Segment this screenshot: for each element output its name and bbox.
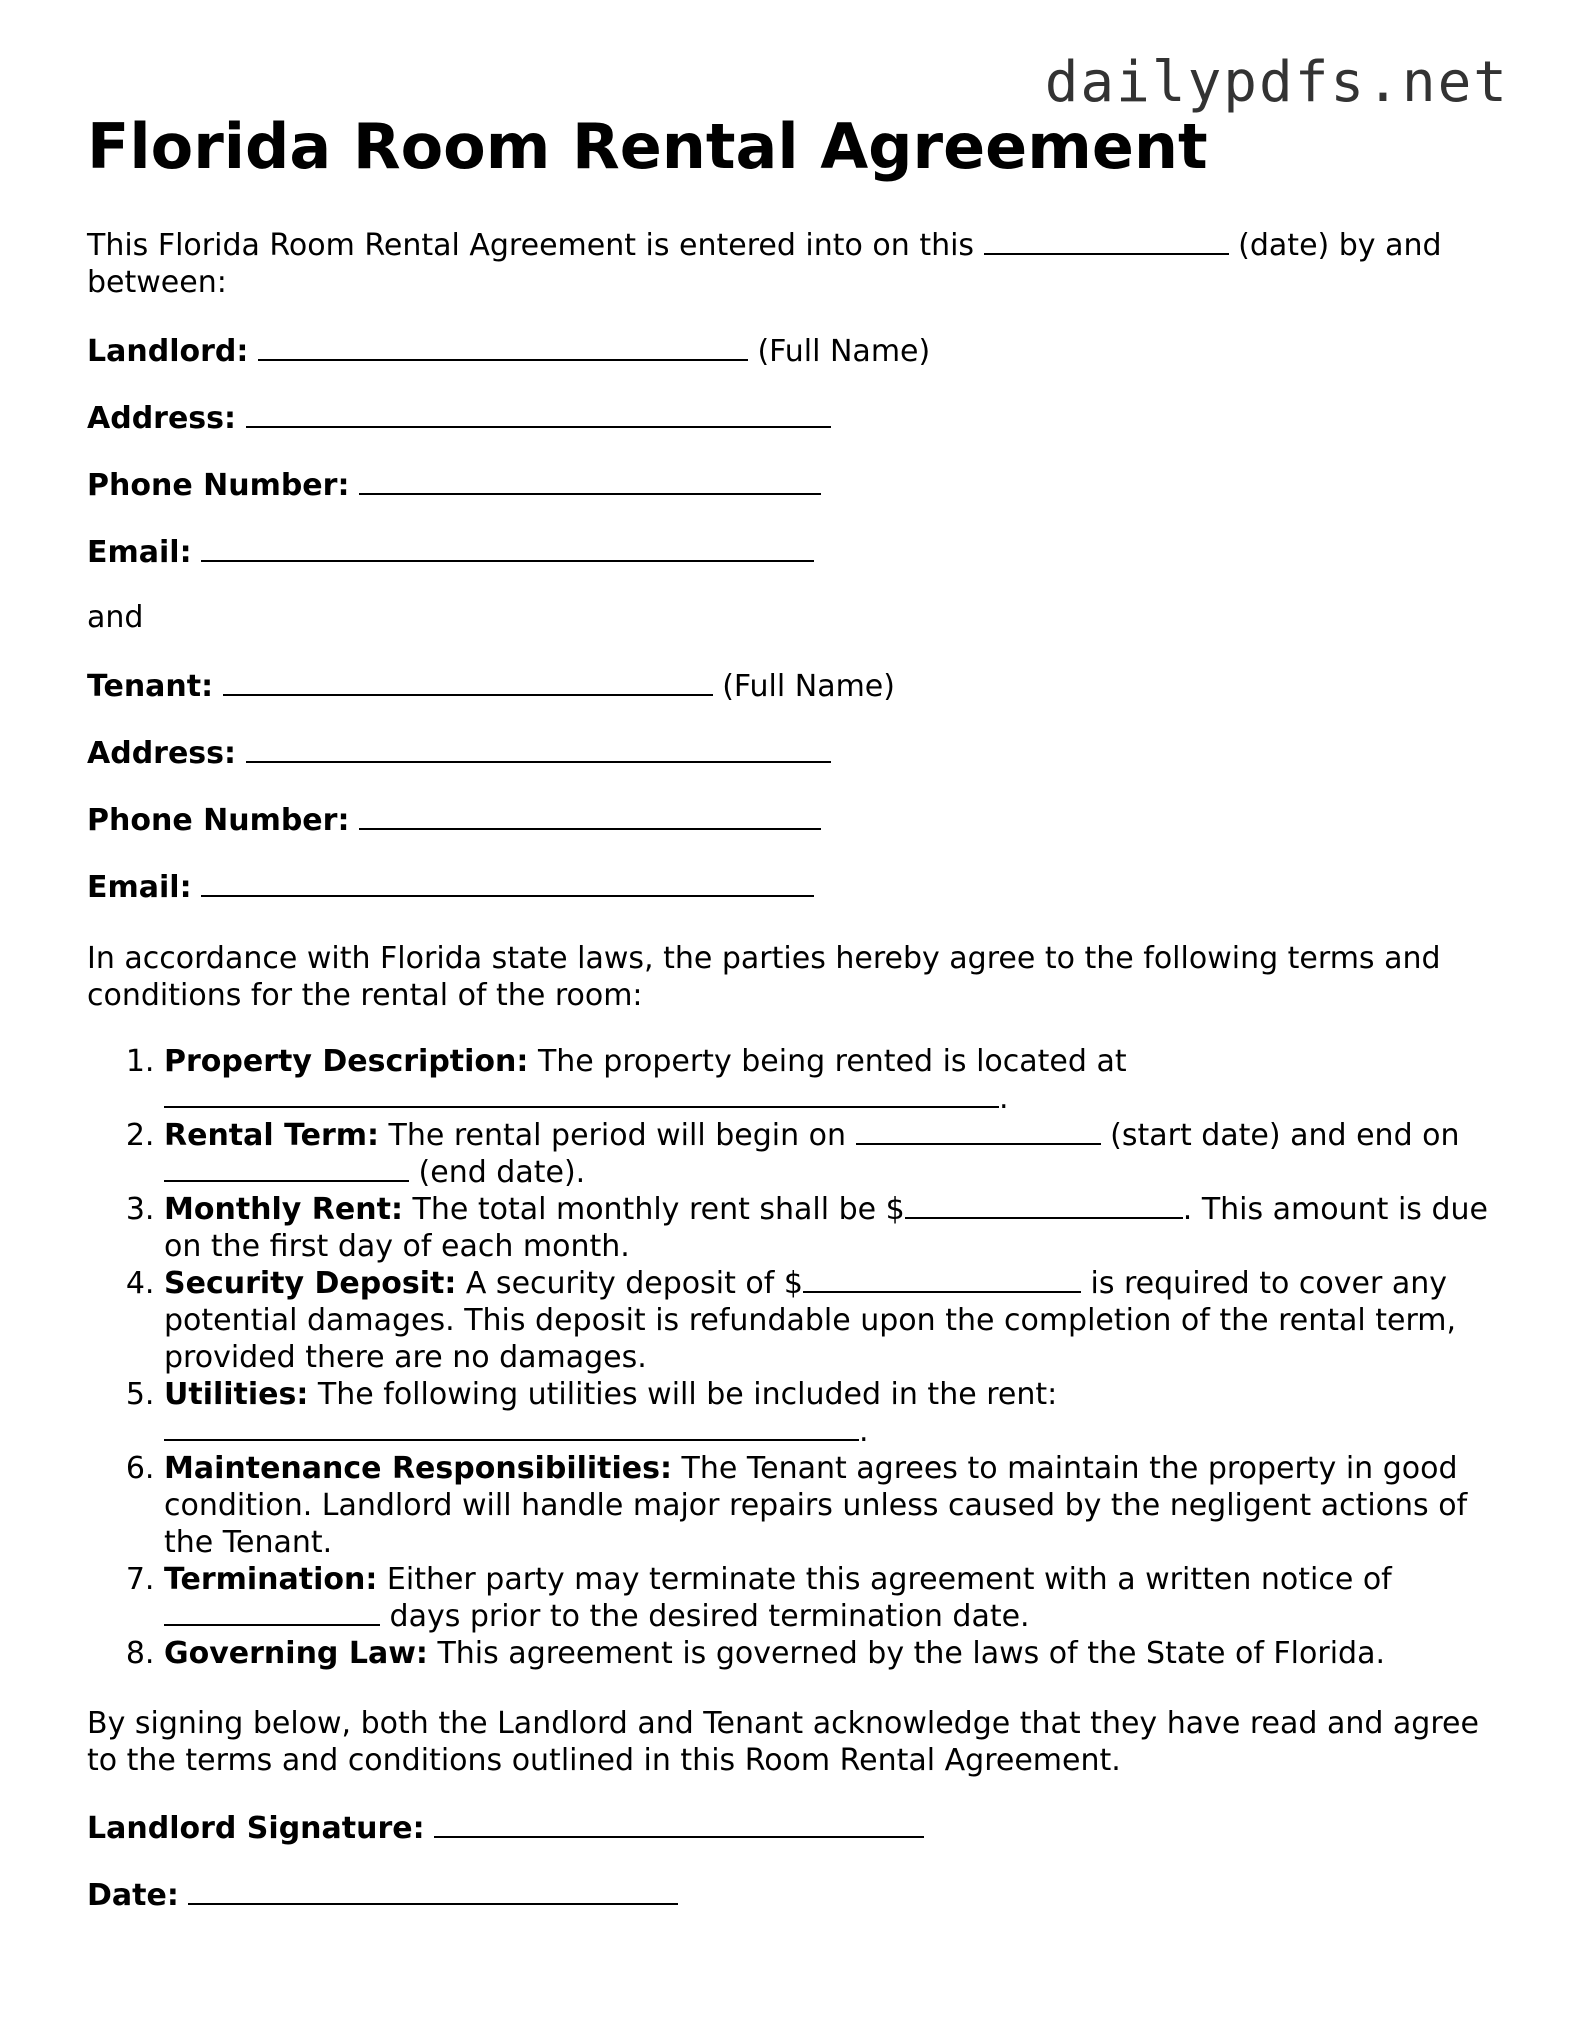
tenant-email-label: Email: <box>87 870 192 905</box>
tenant-phone-label: Phone Number: <box>87 803 350 838</box>
term-text: days prior to the desired termination date. <box>389 1599 1030 1634</box>
landlord-phone-label: Phone Number: <box>87 468 350 503</box>
term-label: Utilities: <box>164 1377 309 1412</box>
utilities-field[interactable] <box>164 1413 859 1441</box>
tenant-address-row <box>87 733 831 772</box>
landlord-name-row <box>87 331 930 370</box>
landlord-address-row <box>87 398 831 437</box>
notice-days-field[interactable] <box>164 1598 380 1626</box>
start-date-field[interactable] <box>856 1117 1101 1145</box>
term-label: Rental Term: <box>164 1118 379 1153</box>
terms-intro: In accordance with Florida state laws, the parties hereby agree to the following terms and conditions for the rental of the room: <box>87 941 1441 1013</box>
terms-list <box>87 1043 1502 1672</box>
landlord-name-field[interactable] <box>258 331 748 361</box>
intro-text-before: This Florida Room Rental Agreement is entered into on this <box>87 228 975 263</box>
term-text: (end date). <box>418 1155 586 1190</box>
landlord-name-hint: (Full Name) <box>757 334 931 369</box>
term-text: The total monthly rent shall be $ <box>412 1192 905 1227</box>
landlord-phone-row <box>87 465 821 504</box>
signature-date-label: Date: <box>87 1878 179 1913</box>
term-termination <box>164 1561 1502 1635</box>
term-text: The rental period will begin on <box>388 1118 847 1153</box>
term-text: . <box>999 1081 1009 1116</box>
and-text: and <box>87 600 144 635</box>
term-label: Termination: <box>164 1562 378 1597</box>
term-maintenance <box>164 1450 1502 1561</box>
term-utilities <box>164 1376 1502 1450</box>
intro-text-after: (date) by and between: <box>87 228 1442 300</box>
term-label: Security Deposit: <box>164 1266 457 1301</box>
term-text: The property being rented is located at <box>537 1044 1127 1079</box>
closing-paragraph: By signing below, both the Landlord and Tenant acknowledge that they have read and agree to the terms and conditions outlined in this Room Rental Agreement. <box>87 1706 1479 1778</box>
tenant-email-field[interactable] <box>201 867 814 897</box>
signature-date-field[interactable] <box>188 1875 678 1905</box>
term-text: A security deposit of $ <box>465 1266 803 1301</box>
term-label: Property Description: <box>164 1044 529 1079</box>
term-security-deposit <box>164 1265 1502 1376</box>
document-title: Florida Room Rental Agreement <box>87 110 1208 183</box>
property-address-field[interactable] <box>164 1080 999 1108</box>
tenant-name-hint: (Full Name) <box>722 669 895 704</box>
intro-paragraph <box>87 227 1497 301</box>
term-label: Governing Law: <box>164 1636 428 1671</box>
security-deposit-field[interactable] <box>803 1265 1081 1293</box>
term-governing-law <box>164 1635 1502 1672</box>
term-text: Either party may terminate this agreement with a written notice of <box>386 1562 1392 1597</box>
watermark: dailypdfs.net <box>1044 50 1509 115</box>
term-text: The Tenant agrees to maintain the property in good condition. Landlord will handle major repairs unless caused by the negligent actions of the Tenant. <box>164 1451 1468 1560</box>
term-text: (start date) and end on <box>1110 1118 1460 1153</box>
landlord-address-label: Address: <box>87 401 237 436</box>
term-text: The following utilities will be included in the rent: <box>317 1377 1058 1412</box>
term-rental-term <box>164 1117 1502 1191</box>
landlord-email-label: Email: <box>87 535 192 570</box>
term-text: . This amount is due on the first day of each month. <box>164 1192 1488 1264</box>
term-text: . <box>859 1414 869 1449</box>
tenant-email-row <box>87 867 814 906</box>
term-text: is required to cover any potential damages. This deposit is refundable upon the completion of the rental term, provided there are no damages. <box>164 1266 1457 1375</box>
landlord-email-field[interactable] <box>201 532 814 562</box>
landlord-name-label: Landlord: <box>87 334 249 369</box>
tenant-address-field[interactable] <box>246 733 831 763</box>
landlord-signature-row <box>87 1808 924 1847</box>
landlord-signature-label: Landlord Signature: <box>87 1811 425 1846</box>
term-property-description <box>164 1043 1502 1117</box>
landlord-email-row <box>87 532 814 571</box>
tenant-phone-field[interactable] <box>359 800 821 830</box>
monthly-rent-field[interactable] <box>905 1191 1183 1219</box>
tenant-address-label: Address: <box>87 736 237 771</box>
landlord-phone-field[interactable] <box>359 465 821 495</box>
tenant-phone-row <box>87 800 821 839</box>
term-text: This agreement is governed by the laws of the State of Florida. <box>437 1636 1386 1671</box>
term-label: Maintenance Responsibilities: <box>164 1451 672 1486</box>
end-date-field[interactable] <box>164 1154 409 1182</box>
tenant-name-row <box>87 666 895 705</box>
tenant-name-label: Tenant: <box>87 669 214 704</box>
term-monthly-rent <box>164 1191 1502 1265</box>
agreement-date-field[interactable] <box>984 227 1229 255</box>
landlord-address-field[interactable] <box>246 398 831 428</box>
landlord-signature-field[interactable] <box>434 1808 924 1838</box>
signature-date-row <box>87 1875 678 1914</box>
tenant-name-field[interactable] <box>223 666 713 696</box>
term-label: Monthly Rent: <box>164 1192 403 1227</box>
